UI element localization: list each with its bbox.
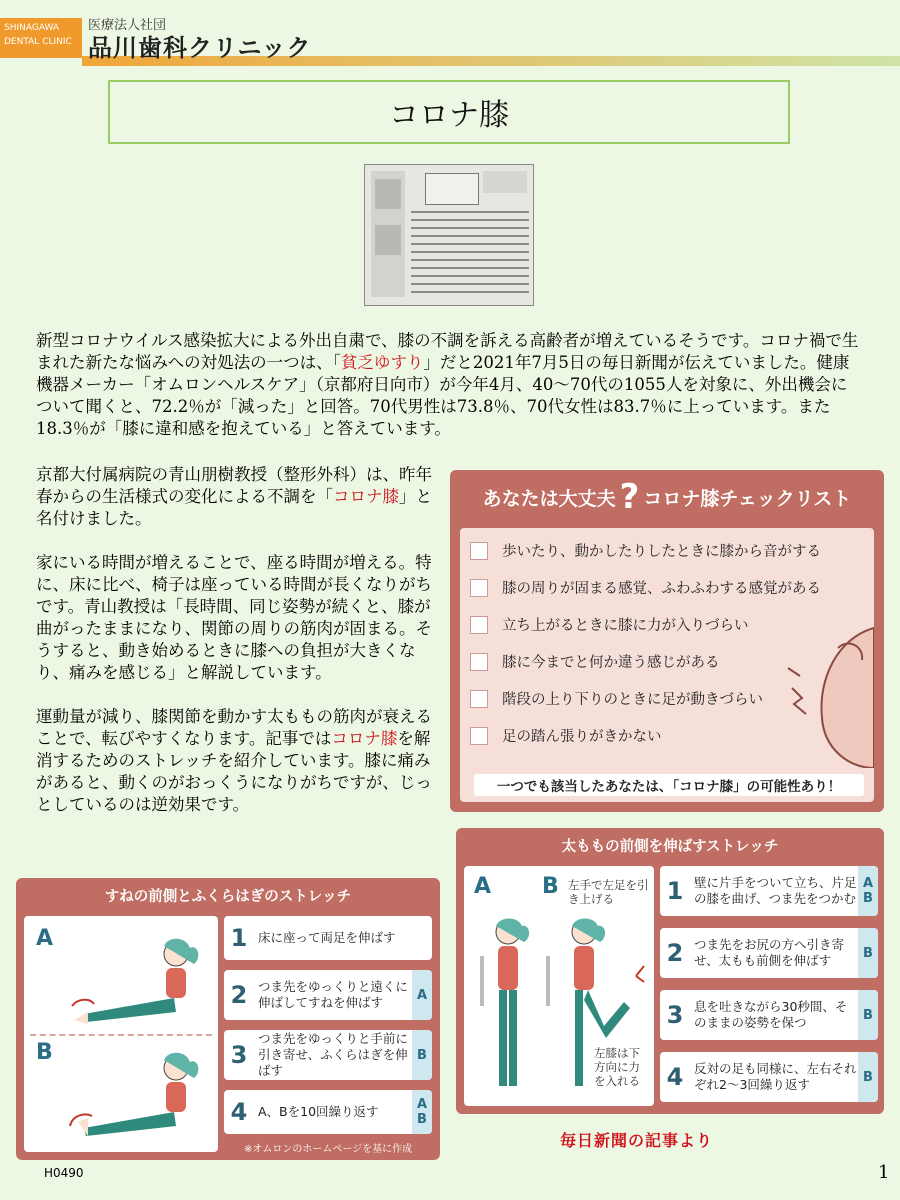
step-3: 3 つま先をゆっくりと手前に引き寄せ、ふくらはぎを伸ばす B (224, 1030, 432, 1080)
step-2: 2 つま先をお尻の方へ引き寄せ、太もも前側を伸ばす B (660, 928, 878, 978)
intro-paragraph (36, 330, 862, 440)
check-item: 階段の上り下りのときに足が動きづらい (470, 688, 763, 709)
intro-text-1: 新型コロナウイルス感染拡大による外出自粛で、膝の不調を訴える高齢者が増えているそうです。コロナ禍で生まれた新たな悩みへの対処法の一つは、「 (36, 331, 859, 372)
step-3: 3 息を吐きながら30秒間、そのままの姿勢を保つ B (660, 990, 878, 1040)
stretch-card-title: すねの前側とふくらはぎのストレッチ (104, 888, 352, 905)
clinic-logo (0, 18, 82, 58)
check-item: 歩いたり、動かしたりしたときに膝から音がする (470, 540, 821, 561)
page-title: コロナ膝 (389, 98, 509, 133)
label-b: B (36, 1040, 53, 1065)
source-note: ※オムロンのホームページを基に作成 (244, 1144, 413, 1155)
paragraph-stretch: 運動量が減り、膝関節を動かす太ももの筋肉が衰えることで、転びやすくなります。記事ではコロナ膝を解消するためのストレッチを紹介しています。膝に痛みがあると、動くのがおっくうになりがちですが、じっとしているのは逆効果です。 (36, 707, 432, 814)
check-item: 膝の周りが固まる感覚、ふわふわする感覚がある (470, 577, 821, 598)
checkbox-icon (470, 690, 488, 708)
source-credit: 毎日新聞の記事より (560, 1131, 714, 1150)
check-item: 膝に今までと何か違う感じがある (470, 651, 720, 672)
body-column (36, 464, 446, 816)
label-a: A (36, 926, 54, 951)
caption-knee-down: 左膝は下方向に力を入れる (594, 1046, 640, 1088)
checkbox-icon (470, 542, 488, 560)
stretch-illustration-panel (24, 916, 218, 1152)
checklist-title: あなたは大丈夫 ? コロナ膝チェックリスト (482, 477, 852, 517)
newspaper-clipping-image (364, 164, 534, 306)
standing-figure-b (544, 916, 654, 1096)
checklist-card (450, 470, 884, 812)
checkbox-icon (470, 727, 488, 745)
stretch-card-title: 太ももの前側を伸ばすストレッチ (561, 838, 779, 855)
checklist-footer: 一つでも該当したあなたは、「コロナ膝」の可能性あり！ (474, 774, 864, 796)
intro-highlight: 貧乏ゆすり (340, 353, 424, 372)
page-number: 1 (878, 1162, 890, 1183)
document-code: H0490 (44, 1166, 84, 1180)
clinic-name: 品川歯科クリニック (88, 34, 312, 62)
seated-stretch-figure-a (64, 936, 204, 1028)
paragraph-naming: 京都大付属病院の青山朋樹教授（整形外科）は、昨年春からの生活様式の変化による不調を「コロナ膝」と名付けました。 (36, 465, 432, 528)
highlight-corona-knee: コロナ膝 (333, 487, 399, 506)
step-1: 1 床に座って両足を伸ばす (224, 916, 432, 960)
check-item: 足の踏ん張りがきかない (470, 725, 662, 746)
paragraph-explanation: 家にいる時間が増えることで、座る時間が増える。特に、床に比べ、椅子は座っている時間が長くなりがちです。青山教授は「長時間、同じ姿勢が続くと、膝が曲がったままになり、関節の周りの筋肉が固まる。そうすると、動き始めるときに膝への負担が大きくなり、痛みを感じる」と解説しています。 (36, 553, 432, 682)
stretch-card-thigh (456, 828, 884, 1114)
checkbox-icon (470, 616, 488, 634)
seated-stretch-figure-b (64, 1050, 204, 1142)
step-1: 1 壁に片手をついて立ち、片足の膝を曲げ、つま先をつかむ A B (660, 866, 878, 916)
label-a: A (474, 874, 492, 899)
intro-text-2: 」だと2021年7月5日の毎日新聞が伝えていました。健康機器メーカー「オムロンヘルスケア」（京都府日向市）が今年4月、40～70代の1055人を対象に、外出機会について聞くと、72.2％が「減った」と回答。70代男性は73.8％、70代女性は83.7％に上っています。また18.3％が「膝に違和感を抱えている」と答えています。 (36, 353, 850, 438)
page-title-box (108, 80, 790, 144)
step-2: 2 つま先をゆっくりと遠くに伸ばしてすねを伸ばす A (224, 970, 432, 1020)
checkbox-icon (470, 653, 488, 671)
checklist-body (460, 528, 874, 802)
highlight-corona-knee-2: コロナ膝 (331, 729, 398, 748)
org-type: 医療法人社団 (88, 18, 167, 33)
label-b: B (542, 874, 559, 899)
logo-line-2: DENTAL CLINIC (4, 37, 72, 47)
checkbox-icon (470, 579, 488, 597)
step-4: 4 A、Bを10回繰り返す A B (224, 1090, 432, 1134)
knee-pain-illustration (778, 618, 874, 768)
step-4: 4 反対の足も同様に、左右それぞれ2～3回繰り返す B (660, 1052, 878, 1102)
stretch-illustration-panel (464, 866, 654, 1106)
stretch-card-shin-calf (16, 878, 440, 1160)
logo-line-1: SHINAGAWA (4, 23, 60, 33)
standing-figure-a (478, 916, 538, 1096)
check-item: 立ち上がるときに膝に力が入りづらい (470, 614, 749, 635)
caption-pull-foot: 左手で左足を引き上げる (568, 878, 649, 906)
